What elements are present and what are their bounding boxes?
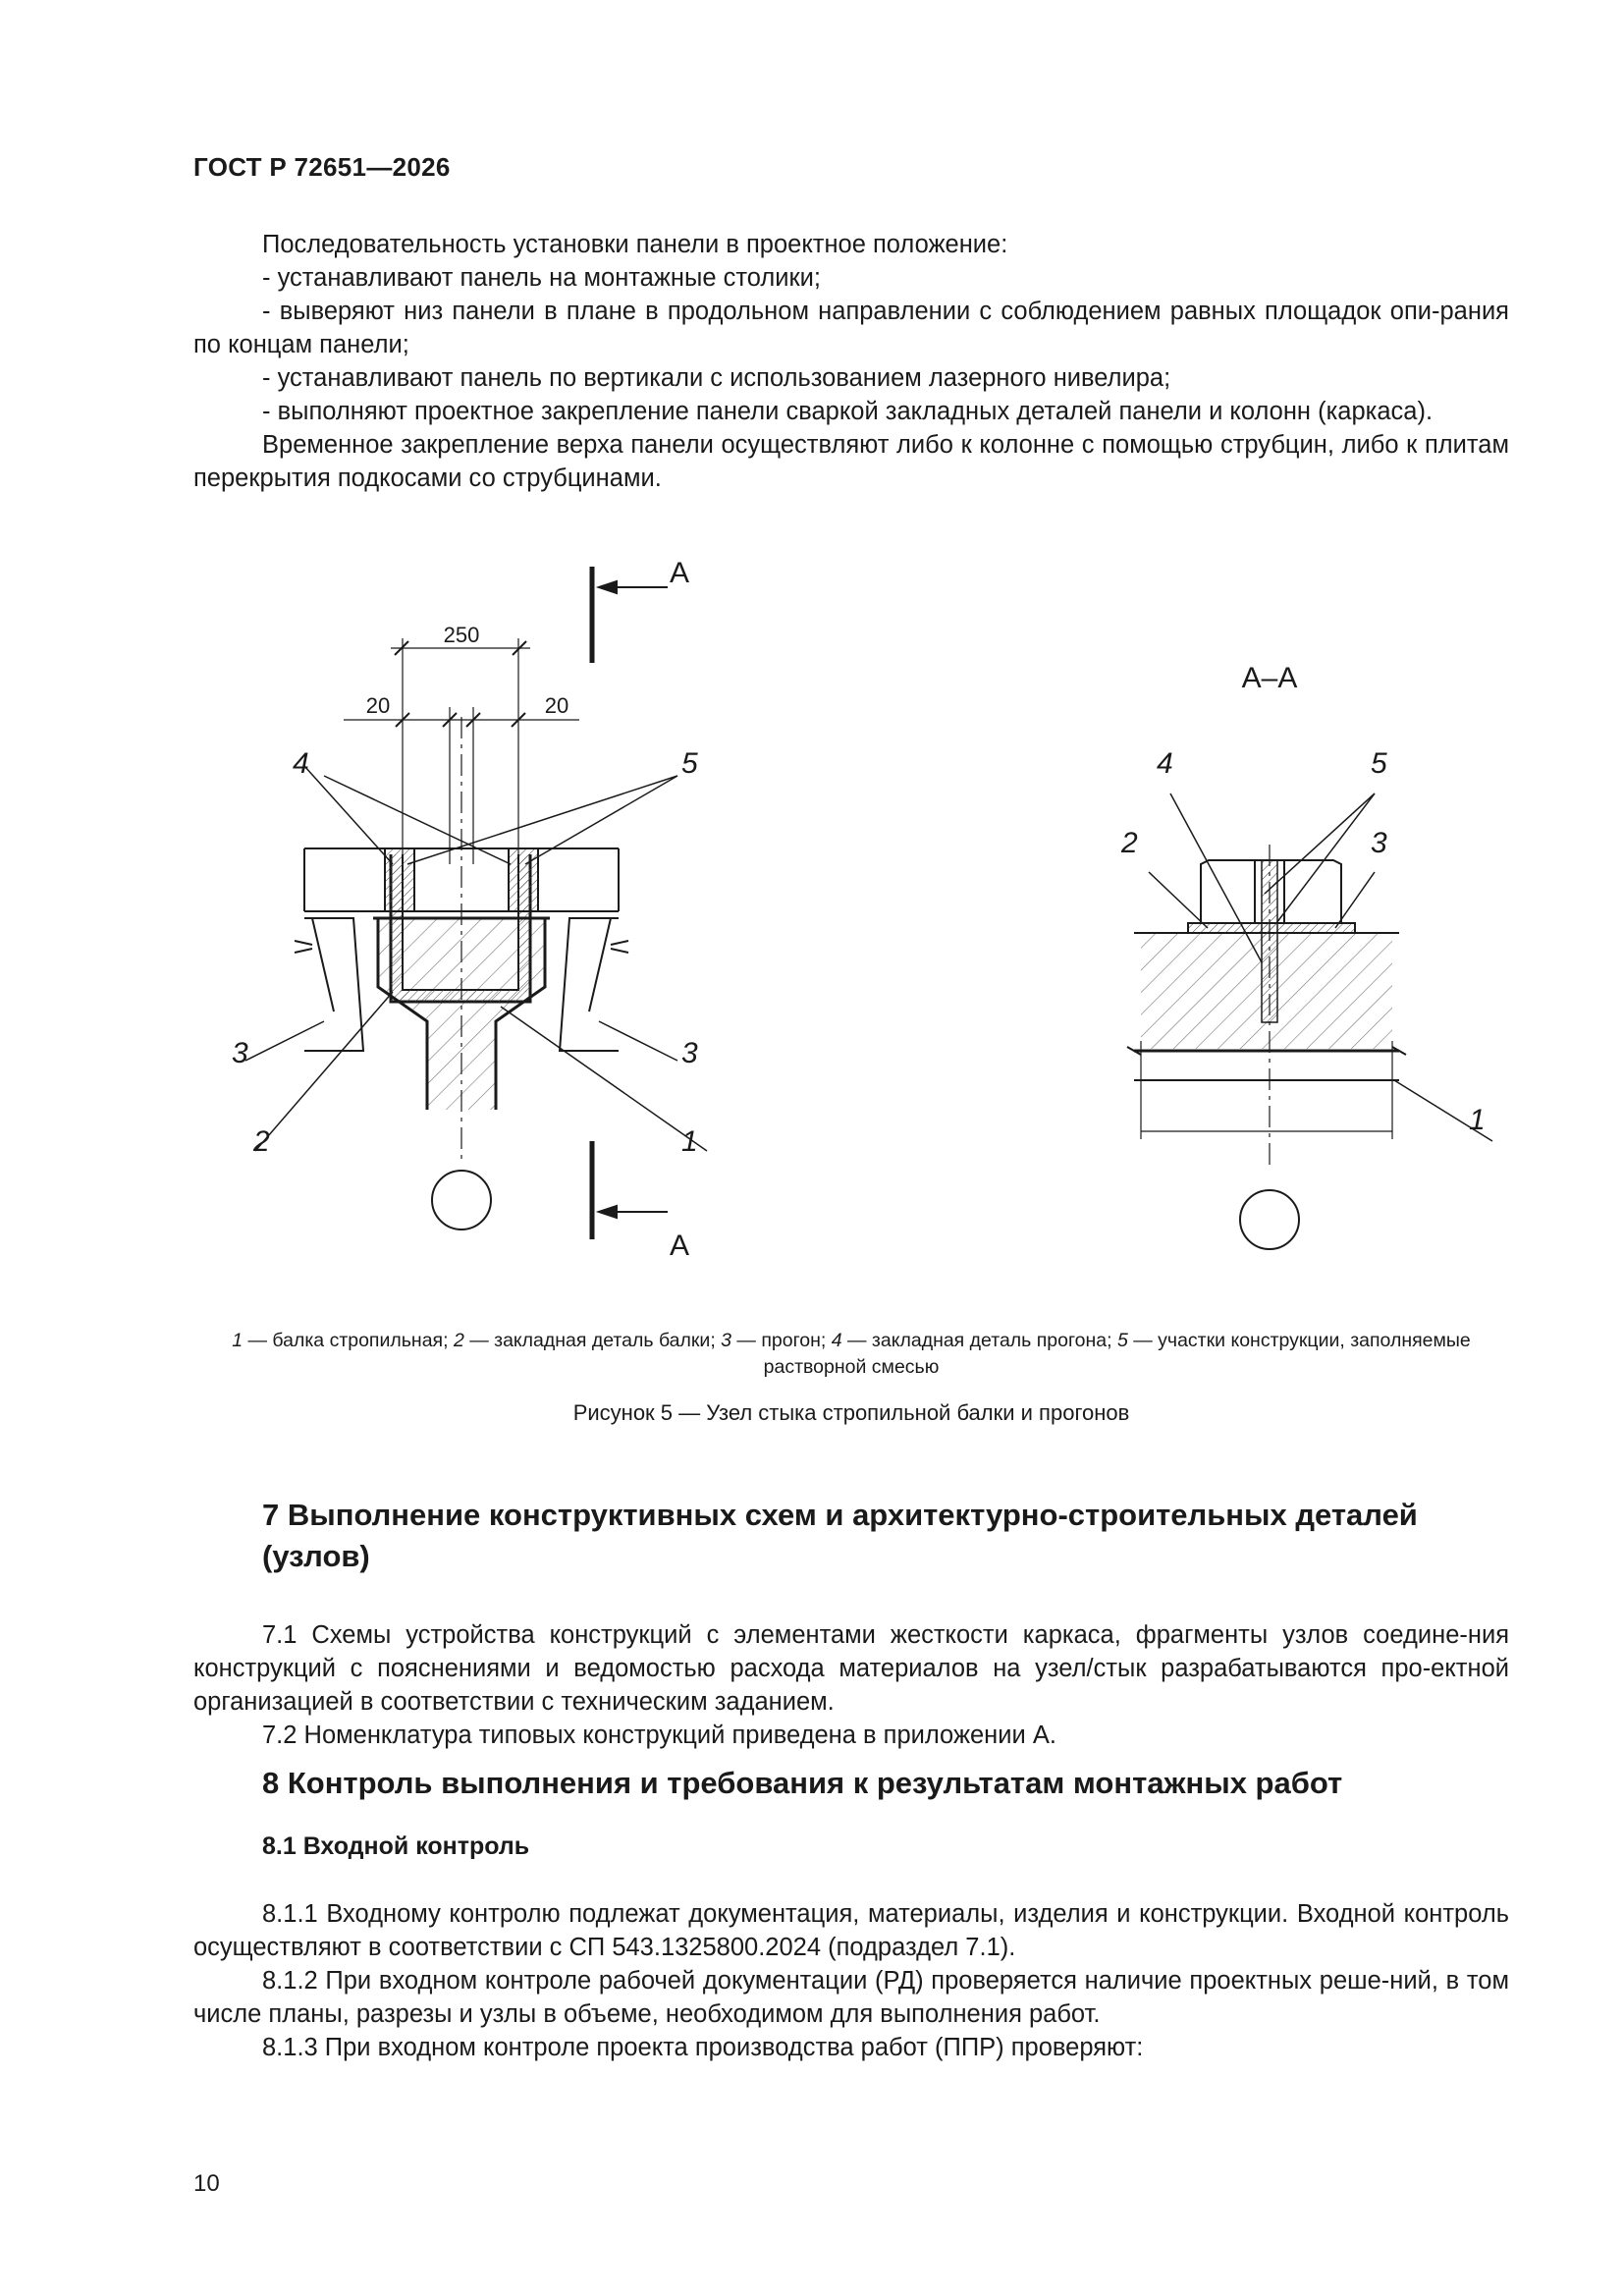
callout-5: 5: [681, 747, 698, 780]
section-7-heading: 7 Выполнение конструктивных схем и архитектурно-строительных деталей (узлов): [262, 1498, 1418, 1573]
legend-num: 1: [232, 1330, 243, 1351]
section-callout-5: 5: [1371, 747, 1387, 780]
legend-text: — закладная деталь прогона;: [841, 1330, 1117, 1351]
paragraph-8-1-1: 8.1.1 Входному контролю подлежат документация, материалы, изделия и конструкции. Входной контроль осуществляют в соответствии с СП 543.1325800.2024 (подраздел 7.1).: [193, 1900, 1509, 1961]
callout-3-left: 3: [232, 1037, 248, 1069]
legend-num: 4: [831, 1330, 842, 1351]
callout-1: 1: [681, 1125, 698, 1158]
section-view: [1127, 793, 1492, 1249]
left-view: [245, 567, 707, 1239]
callout-4: 4: [293, 747, 309, 780]
callout-2: 2: [253, 1125, 270, 1158]
intro-line: Временное закрепление верха панели осуществляют либо к колонне с помощью струбцин, либо к плитам перекрытия подкосами со струбцинами.: [193, 431, 1509, 492]
section-callout-3: 3: [1371, 827, 1387, 859]
paragraph-8-1-2: 8.1.2 При входном контроле рабочей документации (РД) проверяется наличие проектных реше-ний, в том числе планы, разрезы и узлы в объеме, необходимом для выполнения работ.: [193, 1967, 1509, 2028]
section-title: А–А: [1241, 662, 1298, 694]
section-callout-2: 2: [1121, 827, 1138, 859]
figure-legend: [193, 1328, 1509, 1381]
legend-text: — участки конструкции, заполняемые растворной смесью: [763, 1330, 1471, 1378]
legend-text: — закладная деталь балки;: [463, 1330, 722, 1351]
subsection-8-1-heading: 8.1 Входной контроль: [262, 1832, 530, 1860]
dim-20-right: 20: [544, 693, 569, 718]
intro-line: - устанавливают панель по вертикали с использованием лазерного нивелира;: [262, 364, 1171, 392]
dim-250: 250: [443, 623, 480, 647]
callout-3-right: 3: [681, 1037, 698, 1069]
intro-line: - устанавливают панель на монтажные столики;: [262, 264, 821, 292]
document-header: ГОСТ Р 72651—2026: [193, 152, 451, 182]
intro-line: - выверяют низ панели в плане в продольном направлении с соблюдением равных площадок опи-рания по концам панели;: [193, 298, 1509, 358]
section-7-body: [193, 1618, 1509, 1752]
legend-num: 3: [721, 1330, 732, 1351]
paragraph-7-2: 7.2 Номенклатура типовых конструкций приведена в приложении А.: [262, 1722, 1056, 1749]
legend-text: — балка стропильная;: [243, 1330, 454, 1351]
legend-num: 2: [453, 1330, 464, 1351]
paragraph-7-1: 7.1 Схемы устройства конструкций с элементами жесткости каркаса, фрагменты узлов соедине-ния конструкций с пояснениями и ведомостью расхода материалов на узел/стык разрабатываются про-ектной организацией в соответствии с техническим заданием.: [193, 1621, 1509, 1716]
section-8-heading: 8 Контроль выполнения и требования к результатам монтажных работ: [262, 1766, 1343, 1800]
section-callout-4: 4: [1157, 747, 1173, 780]
dim-20-left: 20: [365, 693, 391, 718]
legend-text: — прогон;: [731, 1330, 832, 1351]
section-callout-1: 1: [1469, 1104, 1486, 1136]
legend-num: 5: [1116, 1330, 1128, 1351]
intro-line: Последовательность установки панели в проектное положение:: [262, 231, 1008, 258]
page-number: 10: [193, 2170, 220, 2197]
section-8-body: [193, 1897, 1509, 2064]
intro-line: - выполняют проектное закрепление панели сваркой закладных деталей панели и колонн (каркаса).: [262, 398, 1434, 425]
figure-caption: Рисунок 5 — Узел стыка стропильной балки и прогонов: [572, 1400, 1130, 1425]
section-mark-top: А: [670, 557, 690, 589]
section-mark-bottom: А: [670, 1230, 690, 1262]
paragraph-8-1-3: 8.1.3 При входном контроле проекта производства работ (ППР) проверяют:: [262, 2034, 1144, 2061]
